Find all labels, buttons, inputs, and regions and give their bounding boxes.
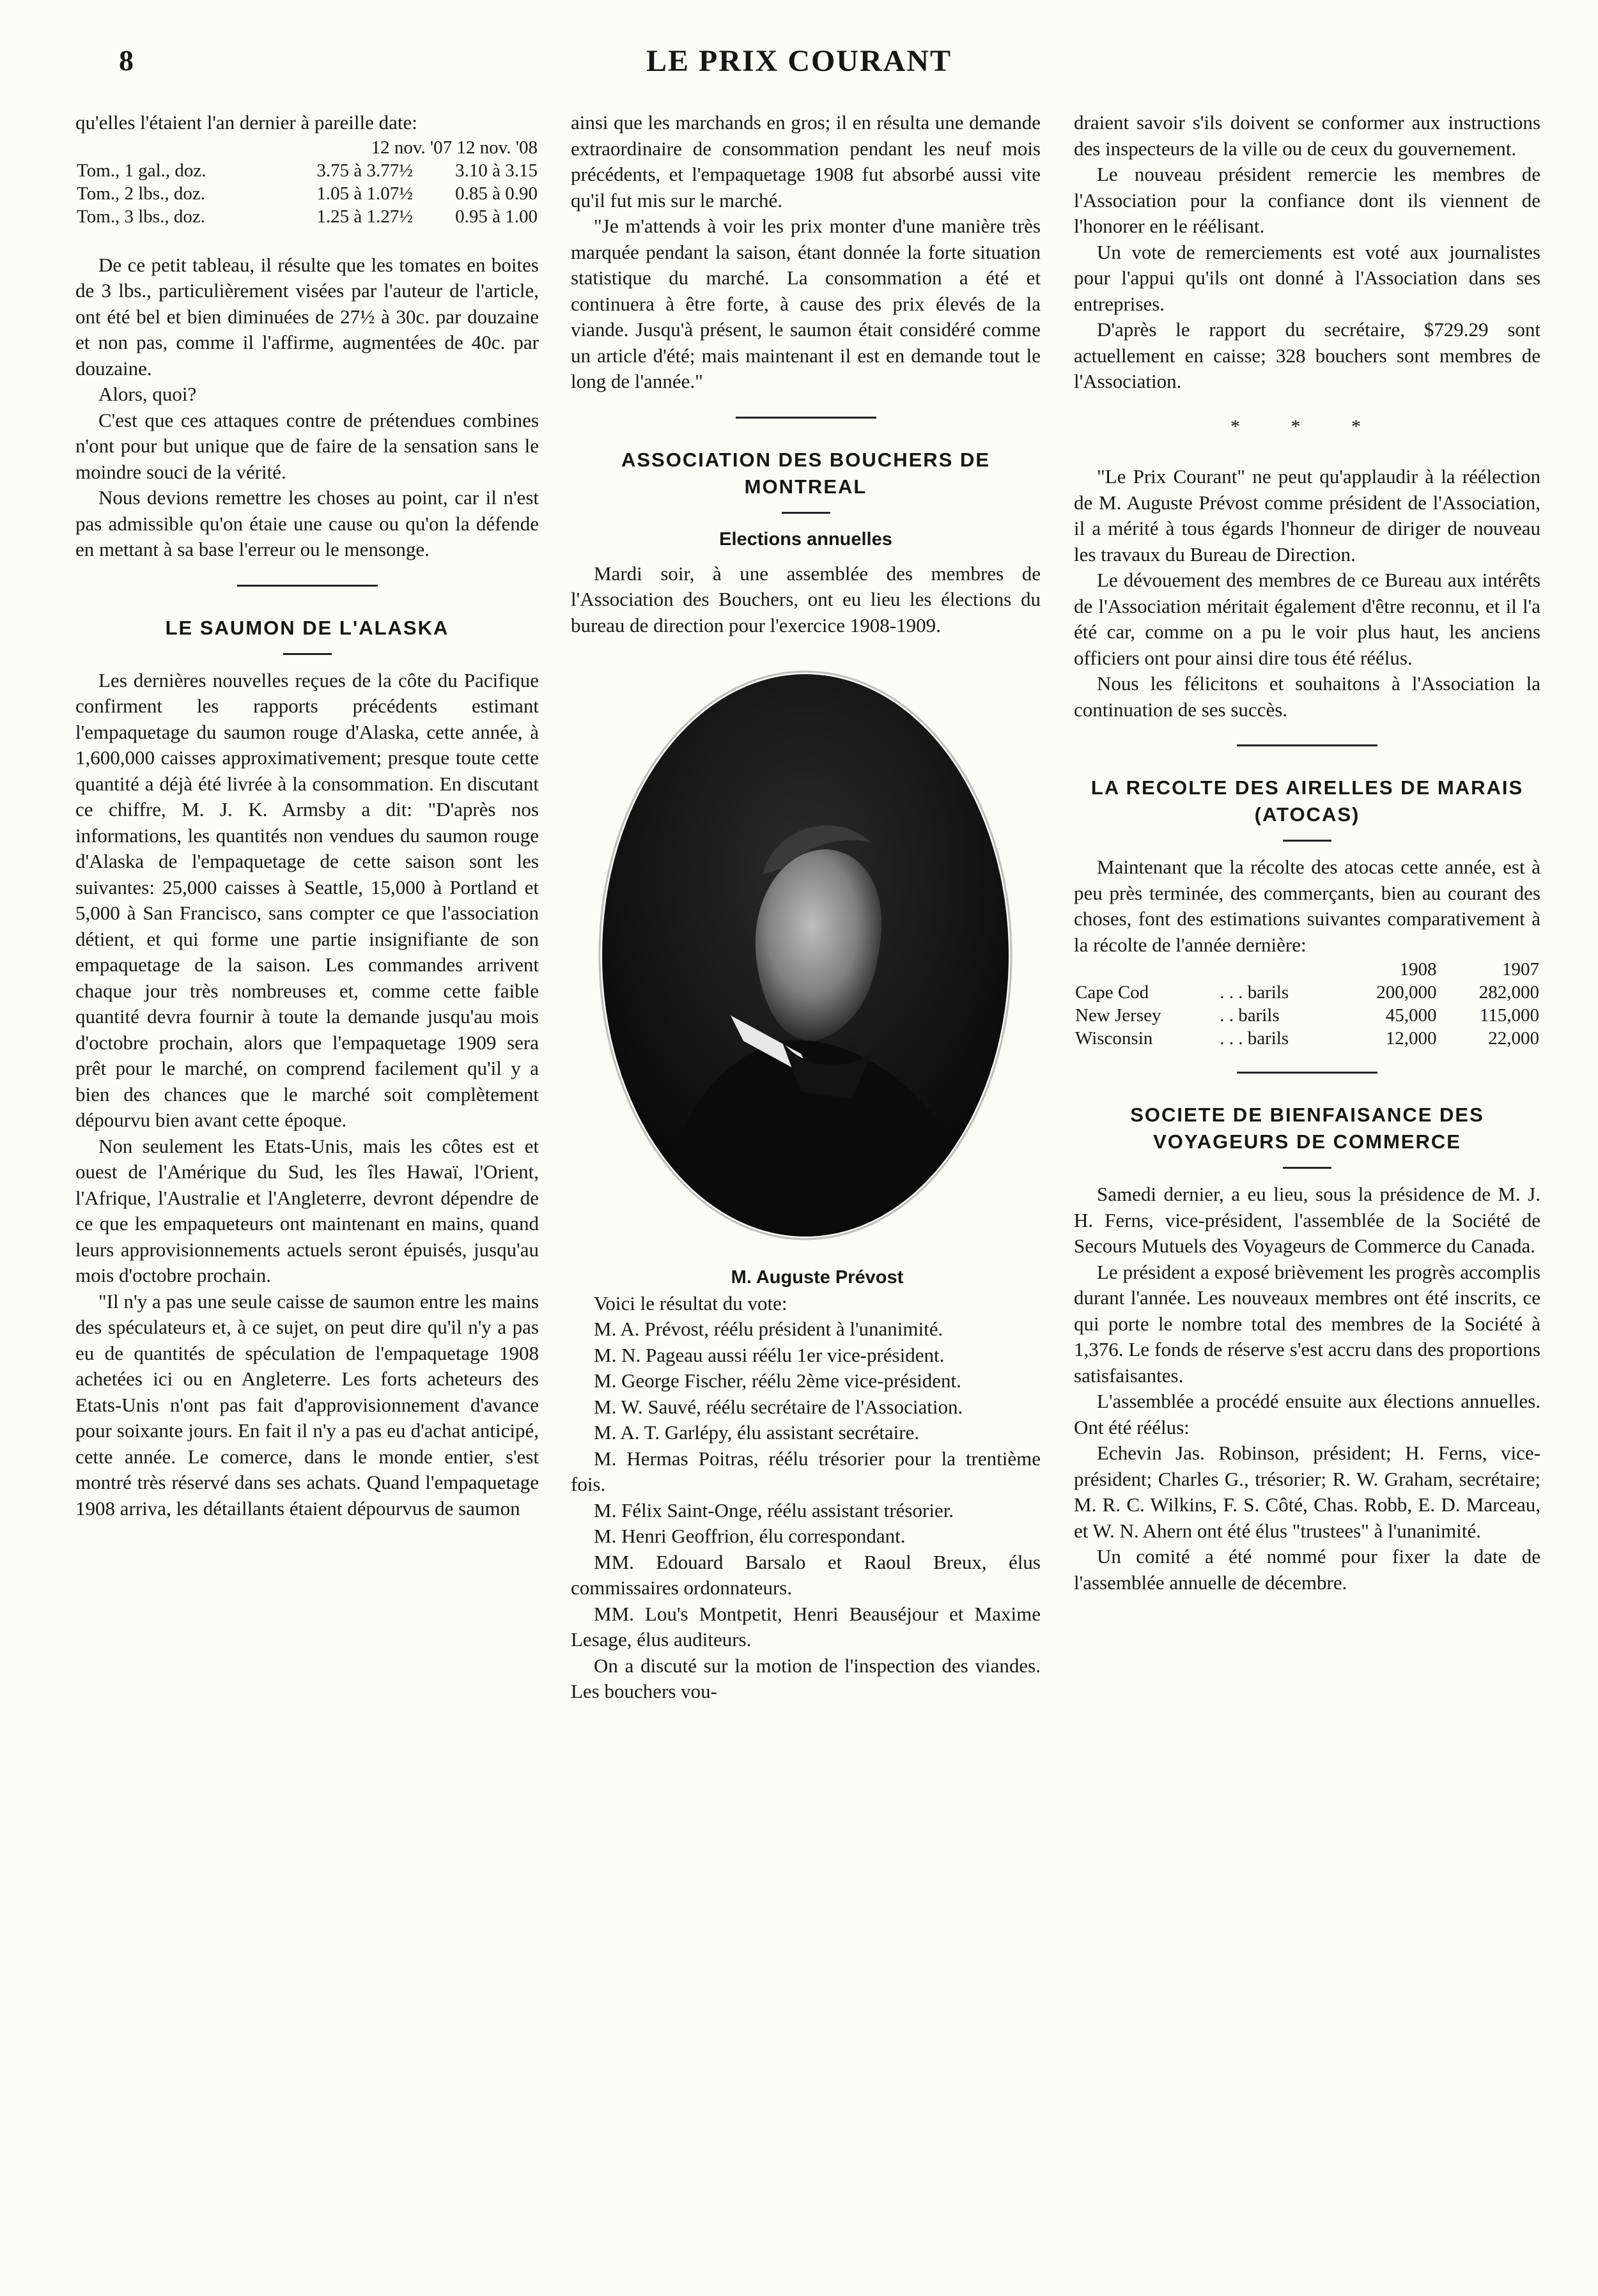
result-item: M. A. T. Garlépy, élu assistant secrétaire.	[594, 1421, 920, 1444]
section-divider	[237, 585, 378, 587]
paragraph: Echevin Jas. Robinson, président; H. Ferns, vice-président; Charles G., trésorier; R. W. Graham, secrétaire; M. R. C. Wilkins, F. S. Côté, Chas. Robb, E. D. Marceau, et W. N. Ahern ont été élus "trustees" à l'unanimité.	[1074, 1442, 1540, 1542]
cranberry-harvest-table	[1074, 958, 1540, 1050]
table-cell: Cape Cod	[1075, 982, 1149, 1003]
portrait-photo	[571, 658, 1041, 1253]
table-row	[1074, 1004, 1540, 1027]
paragraph: Le président a exposé brièvement les progrès accomplis durant l'année. Les nouveaux membres ont été inscrits, ce qui porte le nombre total des membres de la Société à 1,376. Le fonds de réserve s'est accru dans des proportions satisfaisantes.	[1074, 1260, 1540, 1387]
table-cell: 1.25 à 1.27½	[316, 206, 413, 227]
paragraph: D'après le rapport du secrétaire, $729.29 sont actuellement en caisse; 328 bouchers sont membres de l'Association.	[1074, 318, 1540, 392]
table-cell: 12,000	[1385, 1028, 1437, 1049]
page-header	[0, 40, 1598, 84]
article-subheading: Elections annuelles	[719, 528, 892, 550]
table-cell: . . . barils	[1220, 982, 1289, 1003]
paragraph: "Je m'attends à voir les prix monter d'une manière très marquée pendant la saison, étant donnée la forte situation statistique du marché. La consommation a été et continuera à être forte, à cause des prix élevés de la viande. Jusqu'à présent, le saumon était considéré comme un article d'été; mais maintenant il est en demande tout le long de l'année."	[571, 215, 1041, 392]
heading-rule	[1283, 840, 1331, 842]
table-cell: Tom., 2 lbs., doz.	[77, 183, 205, 204]
spacer	[75, 228, 539, 252]
section-stars: * * *	[1230, 415, 1384, 437]
table-header: 1908	[1399, 959, 1437, 980]
paragraph: Le nouveau président remercie les membres de l'Association pour la confiance dont ils viennent de l'honorer en le réélisant.	[1074, 163, 1540, 237]
table-row	[75, 205, 539, 228]
paragraph: Un comité a été nommé pour fixer la date de l'assemblée annuelle de décembre.	[1074, 1545, 1540, 1594]
table-cell: . . . barils	[1220, 1028, 1289, 1049]
table-cell: 0.95 à 1.00	[455, 206, 538, 227]
table-cell: 1.05 à 1.07½	[316, 183, 413, 204]
table-row	[1074, 981, 1540, 1004]
result-item: M. George Fischer, réélu 2ème vice-président.	[594, 1369, 961, 1392]
paragraph: Nous les félicitons et souhaitons à l'Association la continuation de ses succès.	[1074, 672, 1540, 721]
table-row	[75, 159, 539, 182]
article-heading: LE SAUMON DE L'ALASKA	[165, 616, 449, 639]
paragraph: Les dernières nouvelles reçues de la côte du Pacifique confirment les rapports précédents estimant l'empaquetage du saumon rouge d'Alaska, cette année, à 1,600,000 caisses approximativement; presque toute cette quantité a déjà été livrée à la consommation. En discutant ce chiffre, M. J. K. Armsby a dit: "D'après nos informations, les quantités non vendues du saumon rouge d'Alaska de l'empaquetage de cette saison sont les suivantes: 25,000 caisses à Seattle, 15,000 à Portland et 5,000 à San Francisco, sans compter ce que l'association détient, et qui forme une partie insignifiante de son empaquetage de la saison. Les commandes arrivent chaque jour très nombreuses et, comme cette faible quantité devra fournir à toute la demande jusqu'au mois d'octobre prochain, alors que l'empaquetage 1909 sera prêt pour le marché, on comprend facilement qu'il y a bien des chances que le marché soit complètement dépourvu bien avant cette époque.	[75, 668, 539, 1131]
heading-rule	[1283, 1167, 1331, 1169]
table-cell: 3.10 à 3.15	[455, 160, 538, 181]
result-item: M. N. Pageau aussi réélu 1er vice-président.	[594, 1343, 945, 1366]
paragraph: Mardi soir, à une assemblée des membres de l'Association des Bouchers, ont eu lieu les élections du bureau de direction pour l'exercice 1908-1909.	[571, 562, 1041, 636]
table-cell: 282,000	[1478, 982, 1539, 1003]
article-heading: ASSOCIATION DES BOUCHERS DE MONTREAL	[621, 448, 991, 498]
tomato-price-table	[75, 136, 539, 228]
result-item: M. A. Prévost, réélu président à l'unanimité.	[594, 1318, 943, 1340]
paragraph: Samedi dernier, a eu lieu, sous la présidence de M. J. H. Ferns, vice-président, l'assemblée de la Société de Secours Mutuels des Voyageurs de Commerce du Canada.	[1074, 1183, 1540, 1257]
table-cell: . . barils	[1220, 1005, 1280, 1026]
paragraph: Alors, quoi?	[98, 383, 197, 405]
paragraph: Un vote de remerciements est voté aux journalistes pour l'appui qu'ils ont donné à l'Association dans ses entreprises.	[1074, 240, 1540, 315]
photo-caption: M. Auguste Prévost	[731, 1267, 904, 1288]
table-cell: New Jersey	[1075, 1005, 1161, 1026]
table-cell: 0.85 à 0.90	[455, 183, 538, 204]
paragraph: Voici le résultat du vote:	[594, 1291, 787, 1314]
table-row	[1074, 1027, 1540, 1050]
heading-rule	[782, 512, 830, 514]
table-cell: 22,000	[1488, 1028, 1539, 1049]
table-header: 12 nov. '07 12 nov. '08	[371, 137, 538, 158]
portrait-image	[571, 658, 1041, 1253]
table-cell: Tom., 3 lbs., doz.	[77, 206, 205, 227]
result-item: M. W. Sauvé, réélu secrétaire de l'Association.	[594, 1395, 963, 1418]
paragraph: Nous devions remettre les choses au point, car il n'est pas admissible qu'on étaie une cause ou qu'on la défende en mettant à sa base l'erreur ou le mensonge.	[75, 486, 539, 560]
paragraph: Non seulement les Etats-Unis, mais les côtes est et ouest de l'Amérique du Sud, les îles Hawaï, l'Orient, l'Afrique, l'Australie et l'Angleterre, devront dépendre de ce que les empaqueteurs ont maintenant en mains, quand leurs approvisionnements actuels seront épuisés, jusqu'au mois d'octobre prochain.	[75, 1134, 539, 1286]
section-divider	[736, 417, 876, 419]
paragraph: draient savoir s'ils doivent se conformer aux instructions des inspecteurs de la ville ou de ceux du gouvernement.	[1074, 111, 1540, 160]
table-cell: 200,000	[1376, 982, 1437, 1003]
paragraph: qu'elles l'étaient l'an dernier à pareille date:	[75, 111, 417, 134]
paragraph: L'assemblée a procédé ensuite aux élections annuelles. Ont été réélus:	[1074, 1390, 1540, 1438]
column-right	[1074, 110, 1540, 1596]
table-cell: 45,000	[1385, 1005, 1437, 1026]
result-item: MM. Lou's Montpetit, Henri Beauséjour et Maxime Lesage, élus auditeurs.	[571, 1602, 1041, 1651]
paragraph: "Il n'y a pas une seule caisse de saumon entre les mains des spéculateurs et, à ce sujet, on peut dire qu'il n'y a pas eu de quantités de spéculation de l'empaquetage 1908 achetées ici ou en Angleterre. Les forts acheteurs des Etats-Unis n'ont pas fait d'approvisionnement d'avance pour soixante jours. En fait il n'y a pas eu d'achat anticipé, cette année. Le comerce, dans le monde entier, s'est montré très réservé dans ses achats. Quand l'empaquetage 1908 arriva, les détaillants étaient dépourvus de saumon	[75, 1290, 539, 1520]
paragraph: Le dévouement des membres de ce Bureau aux intérêts de l'Association méritait également d'être reconnu, et il l'a été car, comme on a pu le voir plus haut, les anciens officiers ont pour ainsi dire tous été réélus.	[1074, 569, 1540, 669]
article-heading: SOCIETE DE BIENFAISANCE DES VOYAGEURS DE COMMERCE	[1130, 1104, 1484, 1153]
paragraph: Maintenant que la récolte des atocas cette année, est à peu près terminée, des commerçants, bien au courant des choses, font des estimations suivantes comparativement à la récolte de l'année dernière:	[1074, 856, 1540, 956]
table-cell: 3.75 à 3.77½	[316, 160, 413, 181]
result-item: M. Hermas Poitras, réélu trésorier pour la trentième fois.	[571, 1447, 1041, 1495]
table-header: 1907	[1502, 959, 1539, 980]
paragraph: De ce petit tableau, il résulte que les tomates en boites de 3 lbs., particulièrement visées par l'auteur de l'article, ont été bel et bien diminuées de 27½ à 30c. par douzaine et non pas, comme il l'affirme, augmentées de 40c. par douzaine.	[75, 253, 539, 380]
section-divider	[1237, 1072, 1377, 1074]
paragraph: C'est que ces attaques contre de prétendues combines n'ont pour but unique que de faire de la sensation sans le moindre souci de la vérité.	[75, 408, 539, 483]
table-cell: 115,000	[1479, 1005, 1539, 1026]
result-item: M. Félix Saint-Onge, réélu assistant trésorier.	[594, 1499, 954, 1522]
heading-rule	[283, 653, 332, 655]
paragraph: On a discuté sur la motion de l'inspection des viandes. Les bouchers vou-	[571, 1654, 1041, 1702]
running-title: LE PRIX COURANT	[646, 44, 952, 78]
article-heading: LA RECOLTE DES AIRELLES DE MARAIS (ATOCAS)	[1090, 776, 1524, 826]
table-row	[75, 182, 539, 205]
paragraph: "Le Prix Courant" ne peut qu'applaudir à la réélection de M. Auguste Prévost comme président de l'Association, il a mérité à tous égards l'honneur de diriger de nouveau les travaux du Bureau de Direction.	[1074, 465, 1540, 566]
paragraph: ainsi que les marchands en gros; il en résulta une demande extraordinaire de consommation pendant les neuf mois précédents, et l'empaquetage 1908 fut absorbé aussi vite qu'il fut mis sur le marché.	[571, 111, 1041, 212]
column-center	[571, 110, 1041, 1705]
table-cell: Tom., 1 gal., doz.	[77, 160, 206, 181]
section-divider	[1237, 744, 1377, 746]
result-item: M. Henri Geoffrion, élu correspondant.	[594, 1525, 906, 1547]
page-number: 8	[119, 44, 134, 77]
column-left	[75, 110, 539, 1522]
result-item: MM. Edouard Barsalo et Raoul Breux, élus commissaires ordonnateurs.	[571, 1550, 1041, 1599]
table-cell: Wisconsin	[1075, 1028, 1153, 1049]
